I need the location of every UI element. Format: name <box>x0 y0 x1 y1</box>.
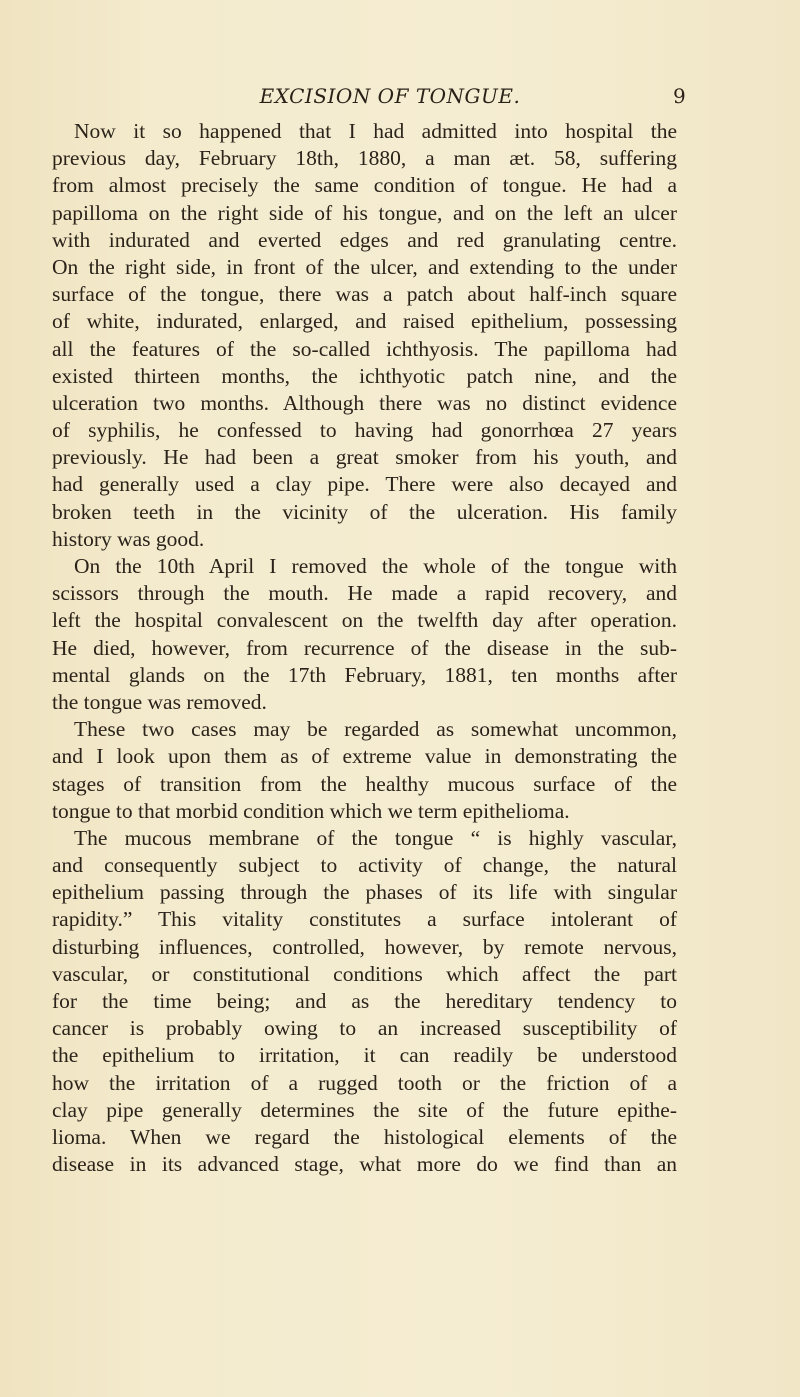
text-line: previously. He had been a great smoker from his youth, and <box>52 445 677 470</box>
text-line: of white, indurated, enlarged, and raised epithelium, possessing <box>52 309 677 334</box>
text-line: ulceration two months. Although there was no distinct evidence <box>52 390 677 415</box>
text-line: papilloma on the right side of his tongue, and on the left an ulcer <box>52 200 677 225</box>
text-line: scissors through the mouth. He made a rapid recovery, and <box>52 581 677 606</box>
text-line: lioma. When we regard the histological elements of the <box>52 1124 677 1149</box>
text-line: left the hospital convalescent on the twelfth day after operation. <box>52 608 677 633</box>
text-line: and I look upon them as of extreme value in demonstrating the <box>52 744 677 769</box>
text-line: broken teeth in the vicinity of the ulceration. His family <box>52 499 677 524</box>
body-text <box>52 118 677 1178</box>
text-line: mental glands on the 17th February, 1881, ten months after <box>52 662 677 687</box>
page-header <box>0 84 800 114</box>
text-line: tongue to that morbid condition which we term epithelioma. <box>52 798 570 823</box>
text-line: epithelium passing through the phases of its life with singular <box>52 880 677 905</box>
text-line: clay pipe generally determines the site of the future epithe- <box>52 1097 677 1122</box>
text-line: existed thirteen months, the ichthyotic patch nine, and the <box>52 363 677 388</box>
text-line: history was good. <box>52 526 205 551</box>
text-line: vascular, or constitutional conditions which affect the part <box>52 961 677 986</box>
text-line: Now it so happened that I had admitted into hospital the <box>74 119 677 143</box>
text-line: rapidity.” This vitality constitutes a surface intolerant of <box>52 907 677 932</box>
text-line: with indurated and everted edges and red granulating centre. <box>52 227 677 252</box>
text-line: of syphilis, he confessed to having had gonorrhœa 27 years <box>52 418 677 443</box>
page-number: 9 <box>673 84 686 108</box>
text-line: On the right side, in front of the ulcer, and extending to the under <box>52 254 677 279</box>
text-line: cancer is probably owing to an increased susceptibility of <box>52 1016 677 1041</box>
running-title: EXCISION OF TONGUE. <box>259 84 521 108</box>
text-line: for the time being; and as the hereditary tendency to <box>52 989 677 1013</box>
text-line: On the 10th April I removed the whole of the tongue with <box>74 554 677 578</box>
text-line: all the features of the so-called ichthyosis. The papilloma had <box>52 336 677 361</box>
text-line: disease in its advanced stage, what more do we find than an <box>52 1152 677 1177</box>
text-line: the epithelium to irritation, it can readily be understood <box>52 1043 677 1068</box>
text-line: previous day, February 18th, 1880, a man æt. 58, suffering <box>52 146 677 171</box>
text-line: had generally used a clay pipe. There were also decayed and <box>52 472 677 497</box>
text-line: These two cases may be regarded as somewhat uncommon, <box>74 717 677 742</box>
text-line: disturbing influences, controlled, however, by remote nervous, <box>52 934 677 959</box>
text-line: the tongue was removed. <box>52 689 267 714</box>
text-line: He died, however, from recurrence of the disease in the sub- <box>52 635 677 660</box>
text-line: how the irritation of a rugged tooth or the friction of a <box>52 1070 677 1095</box>
text-line: stages of transition from the healthy mucous surface of the <box>52 771 677 796</box>
text-line: The mucous membrane of the tongue “ is highly vascular, <box>74 825 677 850</box>
text-line: surface of the tongue, there was a patch about half-inch square <box>52 282 677 307</box>
text-line: from almost precisely the same condition of tongue. He had a <box>52 173 677 198</box>
text-line: and consequently subject to activity of change, the natural <box>52 853 677 878</box>
